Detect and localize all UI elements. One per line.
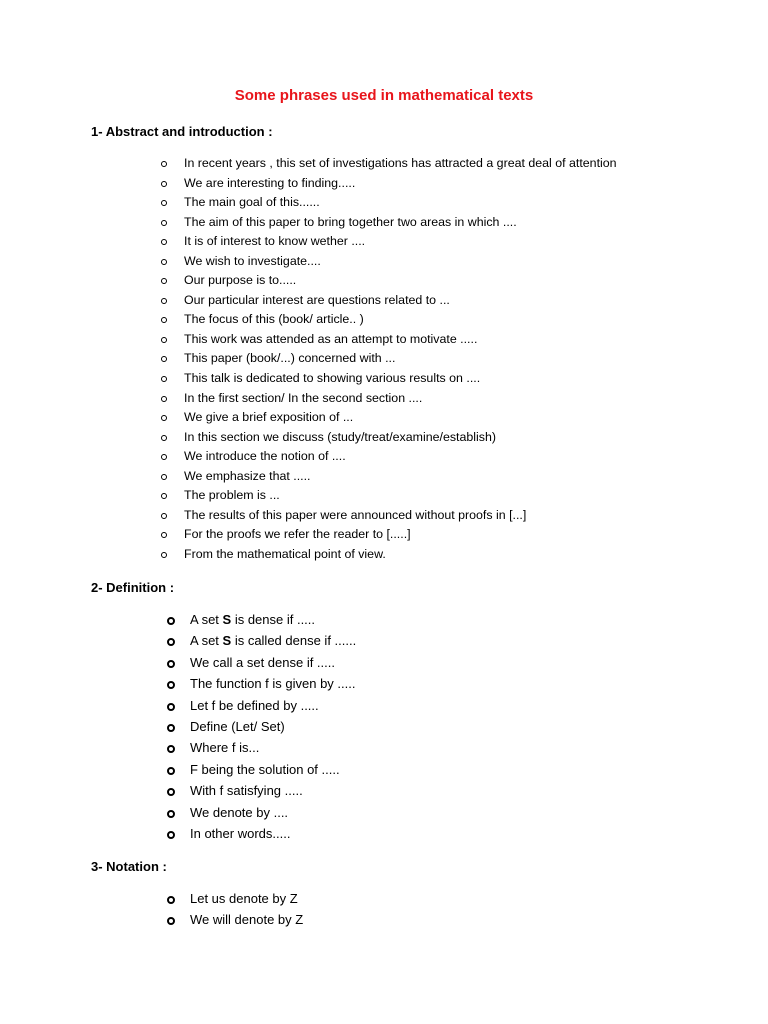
circle-bullet-icon (167, 810, 175, 818)
circle-bullet-icon (167, 681, 175, 689)
list-item-text: The aim of this paper to bring together two areas in which .... (184, 214, 517, 229)
list-item (190, 630, 356, 651)
list-item (184, 330, 617, 350)
list-item-text (190, 633, 356, 648)
circle-bullet-icon (161, 298, 167, 304)
list-item-text (190, 698, 319, 713)
list-item-text: In recent years , this set of investigations has attracted a great deal of attention (184, 156, 617, 170)
list-item-text: Let us denote by Z (190, 891, 298, 906)
list-item (184, 213, 617, 233)
circle-bullet-icon (161, 376, 167, 382)
list-item-text-pre: Define (Let/ Set) (190, 718, 285, 734)
circle-bullet-icon (167, 638, 175, 646)
list-item (184, 467, 617, 487)
list-item-text: We are interesting to finding..... (184, 175, 356, 190)
list-item (190, 888, 303, 909)
list-item (184, 252, 617, 272)
list-item (184, 389, 617, 409)
circle-bullet-icon (161, 493, 167, 499)
list-item (184, 369, 617, 389)
list-item-text-pre: In other words..... (190, 825, 291, 841)
list-item-text: The main goal of this...... (184, 195, 320, 210)
list-item (190, 716, 356, 737)
list-item-text-pre: Let f be defined by ..... (190, 697, 319, 713)
list-item-text (190, 676, 355, 691)
list-item (184, 154, 617, 174)
circle-bullet-icon (161, 278, 167, 284)
list-item-text-post: is dense if ..... (231, 612, 316, 627)
circle-bullet-icon (167, 617, 175, 625)
list-item-text: We wish to investigate.... (184, 253, 321, 268)
list-item (184, 506, 617, 526)
list-item (184, 174, 617, 194)
list-item (184, 486, 617, 506)
list-item (184, 525, 617, 545)
list-item-text: Our purpose is to..... (184, 273, 297, 288)
list-item-text: We will denote by Z (190, 912, 304, 928)
list-item-text: From the mathematical point of view. (184, 546, 386, 561)
circle-bullet-icon (161, 161, 167, 167)
circle-bullet-icon (161, 220, 167, 226)
list-item-text: For the proofs we refer the reader to [.....] (184, 527, 411, 542)
list-item-text-pre: A set (190, 633, 223, 649)
list-item (190, 609, 356, 630)
abstract-phrase-list (184, 154, 617, 564)
list-item (190, 652, 356, 673)
document-title: Some phrases used in mathematical texts (234, 87, 534, 104)
circle-bullet-icon (161, 513, 167, 519)
list-item (184, 428, 617, 448)
list-item-text (190, 719, 285, 734)
circle-bullet-icon (167, 745, 175, 753)
list-item (190, 780, 356, 801)
circle-bullet-icon (161, 259, 167, 265)
list-item-text: The results of this paper were announced without proofs in [...] (184, 507, 527, 522)
circle-bullet-icon (161, 435, 167, 441)
list-item-text: We emphasize that ..... (184, 468, 311, 483)
list-item (184, 349, 617, 369)
list-item-text: We give a brief exposition of ... (184, 410, 354, 425)
circle-bullet-icon (161, 552, 167, 558)
list-item-text-pre: The function f is given by ..... (190, 676, 356, 692)
circle-bullet-icon (161, 396, 167, 402)
list-item-text: We introduce the notion of .... (184, 449, 346, 464)
list-item-text-pre: We call a set dense if ..... (190, 654, 335, 670)
list-item-text (190, 783, 303, 798)
list-item-text-bold: S (222, 633, 232, 649)
circle-bullet-icon (167, 917, 175, 925)
list-item-text: It is of interest to know wether .... (184, 234, 366, 249)
list-item (190, 802, 356, 823)
list-item (184, 193, 617, 213)
list-item (184, 271, 617, 291)
circle-bullet-icon (167, 660, 175, 668)
list-item (190, 695, 356, 716)
circle-bullet-icon (161, 356, 167, 362)
list-item-text-pre: Where f is... (190, 740, 260, 756)
list-item-text-bold: S (222, 612, 232, 627)
circle-bullet-icon (167, 896, 175, 904)
list-item-text (190, 740, 259, 755)
section-heading-definition: 2- Definition : (91, 580, 175, 595)
list-item-text (190, 805, 288, 820)
notation-phrase-list (190, 888, 303, 931)
circle-bullet-icon (161, 337, 167, 343)
list-item (184, 232, 617, 252)
circle-bullet-icon (161, 239, 167, 245)
list-item (184, 447, 617, 467)
list-item-text (190, 655, 335, 670)
circle-bullet-icon (161, 474, 167, 480)
list-item-text-post: is called dense if ...... (231, 633, 357, 649)
circle-bullet-icon (167, 724, 175, 732)
circle-bullet-icon (167, 767, 175, 775)
circle-bullet-icon (167, 831, 175, 839)
definition-phrase-list (190, 609, 356, 844)
circle-bullet-icon (161, 532, 167, 538)
circle-bullet-icon (161, 317, 167, 323)
section-heading-notation: 3- Notation : (91, 859, 167, 874)
list-item-text-pre: A set (190, 612, 223, 627)
list-item (190, 759, 356, 780)
section-heading-abstract: 1- Abstract and introduction : (91, 124, 273, 139)
list-item-text: The focus of this (book/ article.. ) (184, 312, 364, 327)
list-item-text-pre: With f satisfying ..... (190, 783, 303, 799)
circle-bullet-icon (161, 181, 167, 187)
circle-bullet-icon (161, 415, 167, 421)
list-item-text: In the first section/ In the second section .... (184, 390, 423, 405)
list-item (184, 408, 617, 428)
list-item-text: The problem is ... (184, 488, 280, 503)
circle-bullet-icon (167, 788, 175, 796)
list-item-text (190, 826, 290, 841)
list-item-text (190, 762, 340, 777)
list-item (190, 909, 303, 930)
circle-bullet-icon (161, 200, 167, 206)
list-item (184, 545, 617, 565)
list-item-text: This talk is dedicated to showing various results on .... (184, 371, 481, 386)
list-item (184, 310, 617, 330)
list-item-text: This work was attended as an attempt to motivate ..... (184, 331, 478, 346)
list-item-text: In this section we discuss (study/treat/examine/establish) (184, 429, 496, 444)
list-item (190, 823, 356, 844)
list-item (184, 291, 617, 311)
list-item-text-pre: F being the solution of ..... (190, 761, 340, 777)
list-item-text-pre: We denote by .... (190, 804, 289, 820)
list-item-text: Our particular interest are questions related to ... (184, 292, 450, 307)
circle-bullet-icon (161, 454, 167, 460)
list-item (190, 673, 356, 694)
circle-bullet-icon (167, 703, 175, 711)
list-item-text: This paper (book/...) concerned with ... (184, 351, 396, 366)
list-item-text (190, 612, 315, 627)
list-item (190, 737, 356, 758)
